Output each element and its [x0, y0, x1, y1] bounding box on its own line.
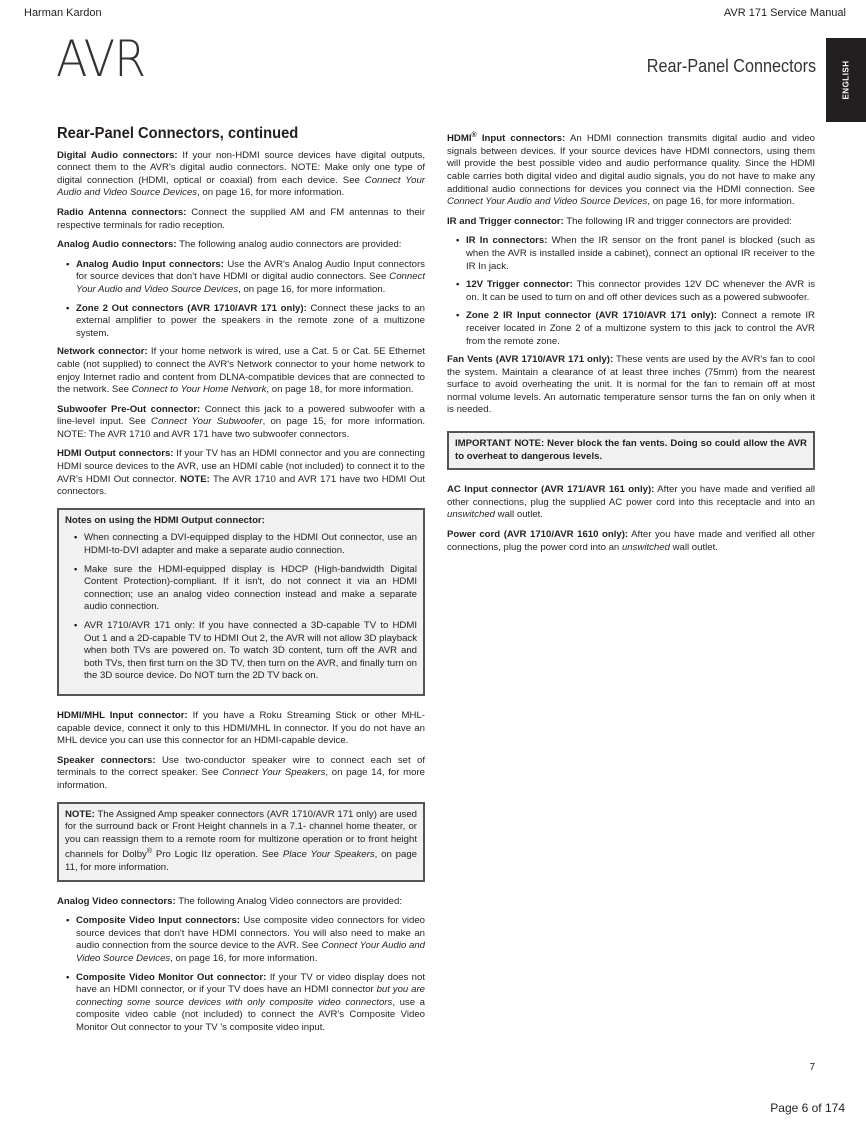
hdmi-input-tail: , on page 16, for more information.: [647, 196, 795, 208]
hdmi-input-text: An HDMI connection transmits digital audio and video signals between devices. If your source devices have HDMI connectors, using them will provide the best possible video and audio performance quality. Since the HDMI cable carries both digital video and digital audio signals, you do not have to make any additional audio connections for devices you connect via the HDMI connection. See: [447, 133, 815, 195]
network-tail: , on page 18, for more information.: [266, 384, 414, 396]
brand-name: Harman Kardon: [24, 7, 102, 19]
page-title: Rear-Panel Connectors, continued: [57, 125, 299, 142]
item-label: Zone 2 Out connectors (AVR 1710/AVR 171 only):: [76, 302, 307, 314]
analog-video-paragraph: [57, 896, 425, 909]
hdmi-output-label: HDMI Output connectors:: [57, 448, 174, 460]
speaker-tail: , on page 14, for more information.: [57, 767, 426, 791]
network-text: If your home network is wired, use a Cat. 5 or Cat. 5E Ethernet cable (not supplied) to connect the AVR's Network connector to your home network to enjoy Internet radio and content from DLNA-compatible devices that are connected to the network. See: [57, 346, 426, 396]
digital-audio-tail: , on page 16, for more information.: [197, 187, 345, 199]
speaker-note-tail: , on page 11, for more information.: [65, 849, 417, 874]
hdmi-input-label: HDMI: [447, 133, 472, 145]
hdmi-input-ref: Connect Your Audio and Video Source Devices: [447, 196, 648, 208]
subwoofer-paragraph: [57, 404, 425, 442]
digital-audio-ref: Connect Your Audio and Video Source Devices: [57, 174, 425, 199]
item-text: Connect a remote IR receiver located in Zone 2 of a multizone system to this jack to control the AVR from the remote zone.: [466, 310, 815, 347]
analog-audio-text: The following analog audio connectors are provided:: [176, 239, 402, 251]
item-text: Connect these jacks to an external amplifier to power the speakers in the remote zone of a multizone system.: [76, 302, 426, 339]
item-text: This connector provides 12V DC whenever the AVR is on. It can be used to turn on and off other devices such as a powered subwoofer.: [466, 279, 815, 303]
page-count: Page 6 of 174: [770, 1101, 845, 1115]
ir-trigger-label: IR and Trigger connector:: [447, 215, 564, 227]
list-item: [76, 915, 425, 965]
digital-audio-paragraph: [57, 150, 425, 200]
left-column: [57, 125, 426, 1041]
item-ref: Connect Your Audio and Video Source Devices: [76, 940, 425, 965]
item-ref: Connect Your Audio and Video Source Devices: [76, 271, 425, 295]
section-heading: Rear-Panel Connectors: [646, 56, 816, 76]
analog-audio-paragraph: [57, 239, 425, 252]
network-ref: Connect to Your Home Network: [131, 384, 267, 396]
item-label: Analog Audio Input connectors:: [76, 258, 224, 270]
item-label: 12V Trigger connector:: [466, 279, 573, 291]
list-item: [466, 235, 815, 273]
ac-input-text: After you have made and verified all other connections, plug the supplied AC power cord into this receptacle and into an: [447, 484, 815, 508]
digital-audio-label: Digital Audio connectors:: [57, 149, 178, 161]
hdmi-notes-title: Notes on using the HDMI Output connector:: [65, 514, 265, 526]
analog-audio-label: Analog Audio connectors:: [57, 239, 177, 251]
manual-title: AVR 171 Service Manual: [723, 7, 846, 19]
speaker-paragraph: [57, 755, 425, 793]
important-note-box: IMPORTANT NOTE: Never block the fan vents. Doing so could allow the AVR to overheat to dangerous levels.: [447, 431, 815, 470]
list-item: [76, 259, 425, 297]
ac-input-label: AC Input connector (AVR 171/AVR 161 only):: [447, 484, 655, 496]
radio-antenna-paragraph: [57, 207, 425, 232]
list-item: [76, 972, 425, 1035]
speaker-note-text: The Assigned Amp speaker connectors (AVR 1710/AVR 171 only) are used for the surround back or Front Height channels in a 7.1- channel home theater, or you can reassign them to a remote room for multizone operation or to front height channels for Dolby: [65, 808, 417, 861]
analog-video-text: The following Analog Video connectors are provided:: [175, 895, 403, 907]
list-item: • Make sure the HDMI-equipped display is HDCP (High-bandwidth Digital Content Protection)-compliant. If it isn't, do not connect it via an HDMI connection; use an analog video connection instead and make a separate audio connection.: [84, 564, 417, 614]
page-number: 7: [809, 1062, 815, 1073]
ac-input-ref: unswitched: [447, 509, 495, 521]
radio-antenna-label: Radio Antenna connectors:: [57, 206, 187, 218]
list-item: [76, 303, 425, 341]
hdmi-notes-box: [57, 508, 425, 696]
list-item: • AVR 1710/AVR 171 only: If you have connected a 3D-capable TV to HDMI Out 1 and a 2D-capable TV to HDMI Out 2, the AVR will not allow 3D playback when both TVs are powered on. To watch 3D content, turn off the AVR and both TVs, then first turn on the 3D TV, then turn on the AVR, and finally turn on the 3D source device. Do NOT turn the 2D TV back on.: [84, 620, 417, 683]
speaker-text: Use two-conductor speaker wire to connect each set of terminals to the correct speaker. See: [57, 754, 425, 779]
analog-video-label: Analog Video connectors:: [57, 895, 176, 907]
fan-vents-label: Fan Vents (AVR 1710/AVR 171 only):: [447, 354, 614, 366]
power-cord-tail: wall outlet.: [669, 541, 718, 553]
power-cord-ref: unswitched: [621, 541, 670, 553]
language-tab: [826, 38, 866, 122]
list-item: [466, 279, 815, 304]
subwoofer-ref: Connect Your Subwoofer: [151, 416, 263, 428]
fan-vents-paragraph: [447, 354, 815, 417]
item-label: Zone 2 IR Input connector (AVR 1710/AVR 171 only):: [466, 310, 717, 322]
hdmi-notes-list: [65, 532, 417, 683]
subwoofer-tail: , on page 15, for more information. NOTE: The AVR 1710 and AVR 171 have two subwoofer connectors.: [57, 416, 426, 440]
registered-mark: ®: [146, 848, 152, 856]
item-ref: but you are connecting some source devices with only composite video connectors: [76, 984, 425, 1008]
list-item: [466, 310, 815, 348]
ir-trigger-paragraph: [447, 216, 815, 229]
hdmi-mhl-label: HDMI/MHL Input connector:: [57, 709, 188, 721]
subwoofer-label: Subwoofer Pre-Out connector:: [57, 403, 201, 415]
hdmi-output-paragraph: [57, 448, 425, 498]
ac-input-tail: wall outlet.: [495, 509, 543, 521]
hdmi-output-tail: The AVR 1710 and AVR 171 have two HDMI Out connectors.: [57, 473, 425, 498]
right-column: [447, 130, 815, 561]
hdmi-output-note-label: NOTE:: [180, 473, 210, 485]
power-cord-label: Power cord (AVR 1710/AVR 1610 only):: [447, 529, 629, 541]
ac-input-paragraph: [447, 484, 815, 522]
language-tab-label: ENGLISH: [841, 60, 851, 100]
item-tail: , on page 16, for more information.: [238, 283, 386, 295]
analog-video-list: [57, 915, 425, 1034]
item-label: Composite Video Input connectors:: [76, 915, 240, 927]
speaker-note-ref: Place Your Speakers: [282, 849, 375, 861]
power-cord-paragraph: [447, 529, 815, 554]
ir-trigger-text: The following IR and trigger connectors are provided:: [563, 215, 792, 227]
ir-trigger-list: [447, 235, 815, 348]
power-cord-text: After you have made and verified all other connections, plug the power cord into an: [447, 529, 815, 553]
radio-antenna-text: Connect the supplied AM and FM antennas to their respective terminals for radio reception.: [57, 206, 426, 231]
speaker-ref: Connect Your Speakers: [222, 767, 326, 779]
hdmi-input-paragraph: [447, 130, 815, 209]
item-tail: , use a composite video cable (not included) to connect the AVR's Composite Video Monitor Out connector to your TV 's composite video input.: [76, 996, 425, 1034]
avr-logo: AVR: [56, 30, 146, 88]
hdmi-mhl-paragraph: [57, 710, 425, 748]
network-paragraph: [57, 346, 425, 396]
hdmi-mhl-text: If you have a Roku Streaming Stick or other MHL-capable device, connect it only to this HDMI/MHL In connector. If you do not have an MHL device you can use this connector for an HDMI-capable device.: [57, 709, 425, 747]
fan-vents-text: These vents are used by the AVR's fan to cool the system. Maintain a clearance of at least three inches (75mm) from the nearest surface to avoid overheating the unit. It is normal for the fan to remain off at most normal volume levels. An automatic temperature sensor turns the fan on only when it is needed.: [447, 354, 815, 416]
hdmi-output-text: If your TV has an HDMI connector and you are connecting HDMI source devices to the AVR, use an HDMI cable (not included) to connect it to the AVR's HDMI Out connector.: [57, 448, 426, 485]
item-label: Composite Video Monitor Out connector:: [76, 971, 267, 983]
item-text: Use composite video connectors for video source devices that don't have HDMI connectors. You will also need to make an audio connection from the source device to the AVR. See: [76, 915, 425, 952]
digital-audio-text: If your non-HDMI source devices have digital outputs, connect them to the AVR's digital audio connectors. NOTE: Make only one type of digital connection (HDMI, optical or coaxial) from each device. See: [57, 149, 425, 186]
item-label: IR In connectors:: [466, 235, 548, 247]
speaker-label: Speaker connectors:: [57, 754, 156, 766]
network-label: Network connector:: [57, 346, 148, 358]
hdmi-input-label2: Input connectors:: [476, 133, 566, 145]
registered-mark: ®: [471, 132, 477, 139]
analog-audio-list: [57, 259, 425, 341]
speaker-note-text2: Pro Logic IIz operation. See: [152, 849, 283, 861]
item-tail: , on page 16, for more information.: [170, 953, 318, 965]
speaker-note-label: NOTE:: [65, 808, 95, 820]
item-text: If your TV or video display does not have an HDMI connector, or if your TV does have an HDMI connector: [76, 971, 426, 996]
item-text: When the IR sensor on the front panel is blocked (such as when the AVR is installed inside a cabinet), connect an optional IR receiver to the IR In jack.: [466, 235, 816, 272]
speaker-note-box: [57, 802, 425, 882]
subwoofer-text: Connect this jack to a powered subwoofer with a line-level input. See: [57, 403, 425, 428]
list-item: • When connecting a DVI-equipped display to the HDMI Out connector, use an HDMI-to-DVI adapter and make a separate audio connection.: [84, 532, 417, 557]
item-text: Use the AVR's Analog Audio Input connectors for source devices that don't have HDMI or digital audio connectors. See: [76, 258, 425, 283]
